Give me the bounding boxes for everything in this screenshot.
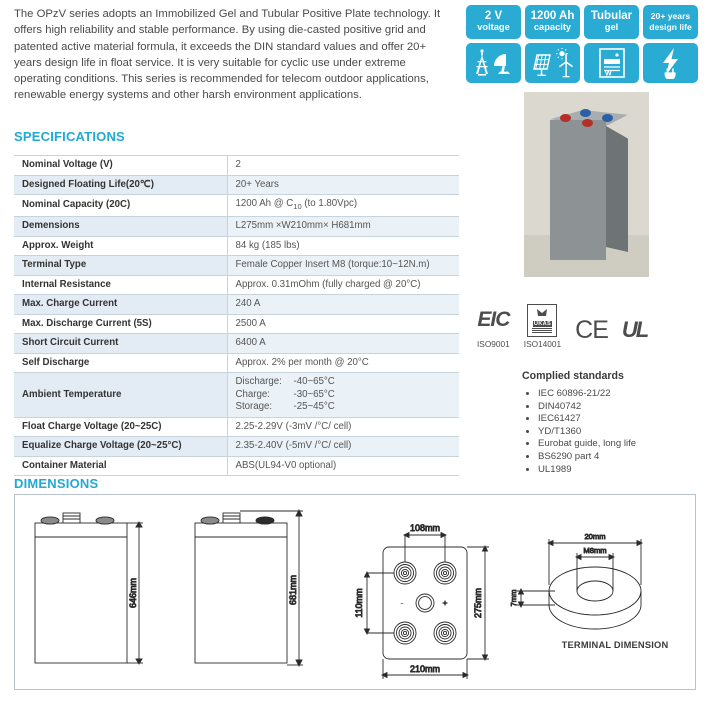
- ce-logo: [575, 313, 608, 347]
- table-row: [14, 456, 459, 476]
- temperature-line: [236, 389, 454, 402]
- spec-key: Internal Resistance: [14, 275, 227, 295]
- terminal-bottom-right: [434, 622, 456, 644]
- badge-capacity: [525, 5, 580, 39]
- temperature-label: Charge:: [235, 388, 270, 400]
- dimensions-panel: [14, 494, 696, 690]
- spec-key: Self Discharge: [14, 353, 227, 373]
- ce-certification: [575, 313, 608, 349]
- battery-front-face: [550, 120, 606, 260]
- spec-key: Short Circuit Current: [14, 334, 227, 354]
- depth-label: 275mm: [473, 587, 483, 619]
- badge-value: 1200 Ah: [530, 9, 575, 22]
- ukas-label: UKAS: [533, 321, 551, 327]
- spec-key: Nominal Capacity (20C): [14, 195, 227, 217]
- terminal-dimension-caption: TERMINAL DIMENSION: [561, 640, 669, 650]
- iso9001-certification: [477, 303, 510, 349]
- temperature-value: -30~65°C: [293, 388, 335, 400]
- table-row: [14, 175, 459, 195]
- badge-design-life: [643, 5, 698, 39]
- application-icons: [466, 43, 698, 83]
- telecom-icon-tile: [466, 43, 521, 83]
- capacity-subscript: 10: [293, 201, 302, 211]
- battery-terminal-negative: [602, 114, 613, 122]
- spec-key: Max. Charge Current: [14, 295, 227, 315]
- renewable-energy-icon: [531, 48, 575, 78]
- iso14001-ukas-logo: [524, 303, 561, 337]
- telecom-icon: [472, 48, 516, 78]
- list-item: • BS6290 part 4: [538, 451, 708, 464]
- capacity-pre: 1200 Ah @ C: [235, 198, 294, 209]
- ups-cabinet-icon: [595, 47, 629, 79]
- spec-key: Nominal Voltage (V): [14, 156, 227, 176]
- terminal-outer-label: 20mm: [584, 532, 606, 541]
- power-bolt-icon-tile: [643, 43, 698, 83]
- badge-label: voltage: [477, 22, 510, 32]
- side-view-left-label: 646mm: [128, 577, 138, 609]
- table-row: [14, 195, 459, 217]
- side-view-right-label: 681mm: [288, 574, 298, 606]
- table-row: [14, 437, 459, 457]
- spec-key: Designed Floating Life(20℃): [14, 175, 227, 195]
- complied-standards: [522, 370, 708, 476]
- spec-value: 2.25-2.29V (-3mV /°C/ cell): [235, 420, 352, 432]
- capacity-post: (to 1.80Vpc): [301, 198, 358, 209]
- product-photo: [524, 92, 649, 277]
- battery-side-face: [606, 126, 628, 252]
- spec-value: 84 kg (185 lbs): [235, 239, 300, 251]
- temperature-label: Discharge:: [235, 376, 282, 388]
- terminal-height-label: 7mm: [509, 589, 518, 607]
- spec-value: [227, 195, 459, 217]
- width-label: 210mm: [409, 664, 441, 674]
- badge-value: 20+ years: [650, 10, 691, 21]
- terminal-detail-view: [515, 539, 642, 629]
- iso9001-caption: ISO9001: [477, 339, 510, 349]
- iso14001-certification: [524, 303, 561, 349]
- feature-badges: [466, 5, 698, 39]
- spec-value: Approx. 2% per month @ 20°C: [235, 356, 369, 368]
- spec-key: Approx. Weight: [14, 236, 227, 256]
- ul-glyph: UL: [621, 317, 648, 342]
- list-item: • UL1989: [538, 464, 708, 477]
- badge-value: 2 V: [484, 9, 503, 22]
- iso9001-logo: [477, 303, 510, 337]
- technical-drawings: [15, 495, 695, 689]
- battery-terminal-positive: [582, 119, 593, 127]
- badge-label: design life: [649, 22, 692, 32]
- spec-value: [227, 373, 459, 418]
- spec-key: Equalize Charge Voltage (20~25°C): [14, 437, 227, 457]
- standards-title: Complied standards: [522, 370, 624, 382]
- temperature-label: Storage:: [235, 401, 273, 413]
- spec-value: 2.35-2.40V (-5mV /°C/ cell): [235, 440, 352, 452]
- terminal-spacing-label: 108mm: [409, 523, 441, 533]
- spec-value: 20+ Years: [235, 178, 279, 190]
- vent-cap: [416, 594, 434, 612]
- standards-list: [522, 388, 708, 476]
- list-item: • IEC 60896-21/22: [538, 388, 708, 401]
- side-view-left: [35, 513, 143, 664]
- ukas-crown-icon: [534, 307, 550, 321]
- terminal-rows-label: 110mm: [354, 588, 364, 618]
- table-row: [14, 353, 459, 373]
- specifications-table: [14, 155, 459, 476]
- ups-cabinet-icon-tile: [584, 43, 639, 83]
- certification-logos: [477, 303, 647, 349]
- specifications-heading: SPECIFICATIONS: [14, 129, 125, 144]
- spec-key: Container Material: [14, 456, 227, 476]
- table-row: [14, 236, 459, 256]
- table-row: [14, 275, 459, 295]
- ul-logo: [622, 313, 647, 347]
- renewable-energy-icon-tile: [525, 43, 580, 83]
- table-row: [14, 314, 459, 334]
- list-item: • DIN40742: [538, 401, 708, 414]
- power-bolt-icon: [656, 47, 686, 79]
- ukas-box: [527, 304, 557, 337]
- table-row: [14, 295, 459, 315]
- temperature-value: -40~65°C: [293, 376, 335, 388]
- spec-key: Terminal Type: [14, 256, 227, 276]
- table-row: [14, 334, 459, 354]
- terminal-bore-label: M8mm: [583, 546, 607, 555]
- temperature-line: [236, 401, 454, 414]
- ce-glyph: CE: [575, 315, 608, 344]
- spec-value: Approx. 0.31mOhm (fully charged @ 20°C): [235, 278, 421, 290]
- table-row: [14, 156, 459, 176]
- badge-value: Tubular: [590, 9, 633, 22]
- badge-label: gel: [604, 22, 619, 32]
- ul-certification: [622, 313, 647, 349]
- product-description: The OPzV series adopts an Immobilized Gel and Tubular Positive Plate technology. It offers high reliability and stable performance. By using die-casted positive grid and patented active material formula, it exceeds the DIN standard values and offer 20+ years design life in float service. It is very suitable for cyclic use under extreme operating conditions. This series is recommended for telecom outdoor applications, renewable energy systems and other harsh environment applications.: [14, 8, 441, 102]
- iso14001-caption: ISO14001: [523, 339, 562, 349]
- table-row: [14, 417, 459, 437]
- badge-technology: [584, 5, 639, 39]
- spec-value: 2: [235, 159, 241, 170]
- table-row: [14, 256, 459, 276]
- spec-key: Ambient Temperature: [14, 373, 227, 418]
- battery-terminal-negative: [580, 109, 591, 117]
- spec-value: 2500 A: [235, 317, 266, 329]
- table-row: [14, 217, 459, 237]
- spec-value: 6400 A: [235, 337, 266, 349]
- spec-key: Demensions: [14, 217, 227, 237]
- eic-glyph: EIC: [477, 308, 510, 331]
- table-row-ambient-temperature: [14, 373, 459, 418]
- svg-text:W: W: [604, 70, 612, 78]
- dimensions-heading: DIMENSIONS: [14, 476, 99, 491]
- spec-key: Float Charge Voltage (20~25C): [14, 417, 227, 437]
- terminal-bottom-left: [394, 622, 416, 644]
- spec-value: Female Copper Insert M8 (torque:10~12N.m): [235, 259, 430, 271]
- spec-value: L275mm ×W210mm× H681mm: [235, 220, 371, 232]
- ukas-lines: [532, 328, 552, 334]
- temperature-line: [236, 376, 454, 389]
- battery-terminal-positive: [560, 114, 571, 122]
- terminal-top-left: [394, 562, 416, 584]
- terminal-top-right: [434, 562, 456, 584]
- spec-value: 240 A: [235, 298, 261, 310]
- side-view-right: [195, 510, 303, 666]
- spec-value: ABS(UL94-V0 optional): [235, 459, 337, 471]
- list-item: • IEC61427: [538, 413, 708, 426]
- list-item: • Eurobat guide, long life: [538, 438, 708, 451]
- spec-key: Max. Discharge Current (5S): [14, 314, 227, 334]
- temperature-value: -25~45°C: [293, 401, 335, 413]
- list-item: • YD/T1360: [538, 426, 708, 439]
- top-view: [365, 533, 490, 680]
- badge-voltage: [466, 5, 521, 39]
- badge-label: capacity: [533, 22, 572, 32]
